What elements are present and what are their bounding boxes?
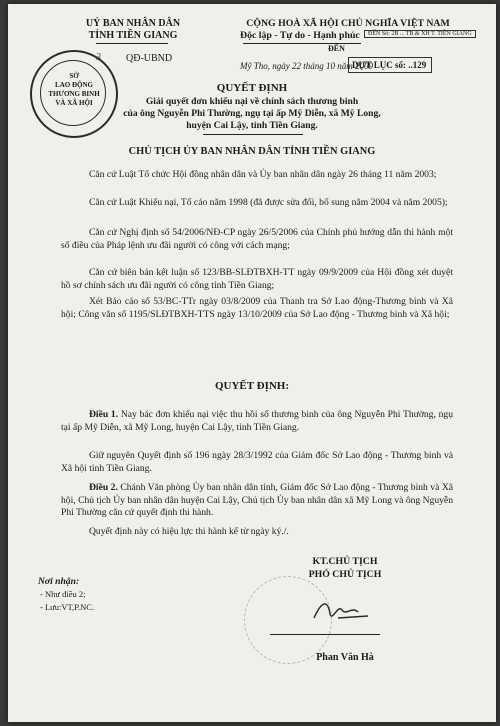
subject-line-2: của ông Nguyễn Phi Thường, ngụ tại ấp Mỹ Diễn, xã Mỹ Long, — [123, 108, 381, 119]
signer-role-2: PHÓ CHỦ TỊCH — [308, 569, 382, 580]
department-seal: SỞ LAO ĐỘNG THƯƠNG BINH VÀ XÃ HỘI — [30, 50, 118, 138]
doc-number-handwritten: 3 — [96, 52, 101, 63]
subject-line-1: Giải quyết đơn khiếu nại về chính sách thương binh — [145, 96, 359, 107]
incoming-register-stamp: DỰT LỤC số: ..129 — [348, 57, 432, 73]
preamble-3: Căn cứ Nghị định số 54/2006/NĐ-CP ngày 26/5/2006 của Chính phủ hướng dẫn thi hành một số điều của Pháp lệnh ưu đãi người có công với cách mạng; — [61, 227, 453, 251]
subject-line-3: huyện Cai Lậy, tỉnh Tiền Giang. — [186, 120, 318, 131]
article-1-continued: Giữ nguyên Quyết định số 196 ngày 28/3/1992 của Giám đốc Sở Lao động - Thương binh và Xã hội tỉnh Tiền Giang. — [61, 450, 453, 474]
preamble-1: Căn cứ Luật Tổ chức Hội đồng nhân dân và Ủy ban nhân dân ngày 26 tháng 11 năm 2003; — [89, 169, 437, 180]
document-type: QUYẾT ĐỊNH — [216, 82, 288, 94]
signer-name: Phan Văn Hà — [316, 652, 374, 663]
recipient-1: - Như điều 2; — [40, 589, 86, 599]
signature-line — [270, 634, 380, 635]
title-underline — [203, 134, 303, 135]
recipient-2: - Lưu:VT,P.NC. — [40, 602, 95, 612]
preamble-2: Căn cứ Luật Khiếu nại, Tố cáo năm 1998 (đã được sửa đổi, bổ sung năm 2004 và năm 2005); — [89, 197, 448, 208]
issuing-authority: CHỦ TỊCH ỦY BAN NHÂN DÂN TỈNH TIỀN GIANG — [128, 146, 376, 157]
signer-role-1: KT.CHỦ TỊCH — [312, 556, 378, 567]
place-date: Mỹ Tho, ngày 22 tháng 10 năm 2009 — [240, 61, 373, 71]
recipients-label: Nơi nhận: — [38, 576, 80, 587]
country-name: CỘNG HOÀ XÃ HỘI CHỦ NGHĨA VIỆT NAM — [246, 18, 450, 29]
received-stamp: ĐẾN Số: 2B ... TB & XH T. TIỀN GIANG — [364, 30, 476, 38]
signature-mark — [308, 596, 388, 626]
article-1: Điều 1. Nay bác đơn khiếu nại việc thu hồi sổ thương binh của ông Nguyễn Phi Thường, ngụ tại ấp Mỹ Diễn, xã Mỹ Long, huyện Cai Lậy, tỉnh Tiền Giang. — [61, 409, 454, 433]
preamble-4: Căn cứ biên bản kết luận số 123/BB-SLĐTBXH-TT ngày 09/9/2009 của Hội đồng xét duyệt hồ sơ chính sách ưu đãi người có công tỉnh Tiền Giang; — [61, 267, 453, 291]
incoming-label: ĐẾN — [328, 44, 345, 53]
article-2: Điều 2. Chánh Văn phòng Ủy ban nhân dân tỉnh, Giám đốc Sở Lao động - Thương binh và Xã hội, Chủ tịch Ủy ban nhân dân huyện Cai Lậy, Chủ tịch Ủy ban nhân dân xã Mỹ Long và ông Nguyễn Phi Thường căn cứ quyết định thi hành. — [61, 482, 454, 519]
org-underline — [96, 43, 168, 44]
decision-heading: QUYẾT ĐỊNH: — [214, 380, 290, 392]
org-name: UỶ BAN NHÂN DÂN — [85, 18, 181, 29]
preamble-5: Xét Báo cáo số 53/BC-TTr ngày 03/8/2009 của Thanh tra Sở Lao động-Thương binh và Xã hội; Công văn số 1195/SLĐTBXH-TTS ngày 13/10/2009 của Sở Lao động - Thương binh và Xã hội; — [61, 296, 453, 320]
org-province: TỈNH TIỀN GIANG — [88, 30, 178, 41]
effective-clause: Quyết định này có hiệu lực thi hành kể từ ngày ký./. — [89, 526, 289, 537]
motto: Độc lập - Tự do - Hạnh phúc — [240, 30, 360, 41]
doc-number: QĐ-UBND — [126, 53, 173, 64]
document-page — [8, 4, 496, 722]
